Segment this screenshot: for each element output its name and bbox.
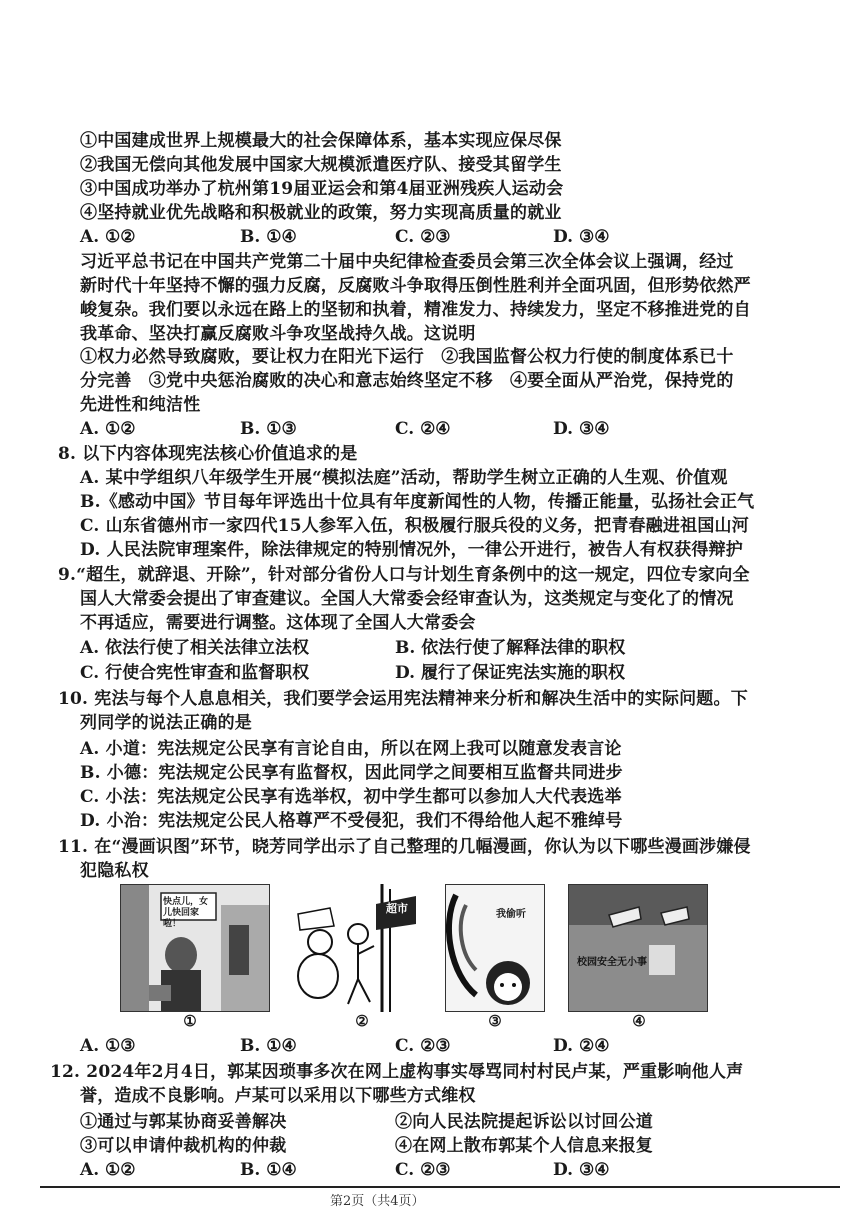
q10-option-b: B. 小德：宪法规定公民享有监督权，因此同学之间要相互监督共同进步: [80, 763, 623, 783]
q12-item-2: ②向人民法院提起诉讼以讨回公道: [395, 1112, 653, 1132]
cartoon-2-sign: 超市: [386, 902, 408, 915]
q6-option-d: D. ③④: [553, 227, 610, 247]
q12-item-3: ③可以申请仲裁机构的仲裁: [80, 1136, 287, 1156]
q12-option-d: D. ③④: [553, 1160, 610, 1180]
cartoon-4-illustration: [569, 885, 708, 1012]
q11-option-a: A. ①③: [80, 1036, 136, 1056]
q11-option-d: D. ②④: [553, 1036, 610, 1056]
q7-line-6: 分完善 ③党中央惩治腐败的决心和意志始终坚定不移 ④要全面从严治党，保持党的: [80, 371, 734, 391]
cartoon-1-caption: ①: [183, 1012, 197, 1030]
cartoon-4-wall-text: 校园安全无小事: [577, 957, 647, 968]
cartoon-4: [568, 884, 708, 1012]
q6-item-2: ②我国无偿向其他发展中国家大规模派遣医疗队、接受其留学生: [80, 155, 562, 175]
q9-option-a: A. 依法行使了相关法律立法权: [80, 638, 310, 658]
q9-line-2: 国人大常委会提出了审查建议。全国人大常委会经审查认为，这类规定与变化了的情况: [80, 589, 734, 609]
cartoon-2-caption: ②: [355, 1012, 369, 1030]
q12-option-a: A. ①②: [80, 1160, 136, 1180]
cartoon-3-caption: ③: [488, 1012, 502, 1030]
q6-item-1: ①中国建成世界上规模最大的社会保障体系，基本实现应保尽保: [80, 131, 562, 151]
q7-line-5: ①权力必然导致腐败，要让权力在阳光下运行 ②我国监督公权力行使的制度体系已十: [80, 347, 734, 367]
q12-line-1: 12. 2024年2月4日，郭某因琐事多次在网上虚构事实辱骂同村村民卢某，严重影响他人声: [50, 1062, 744, 1082]
q10-option-d: D. 小治：宪法规定公民人格尊严不受侵犯，我们不得给他人起不雅绰号: [80, 811, 623, 831]
q12-item-4: ④在网上散布郭某个人信息来报复: [395, 1136, 653, 1156]
q8-option-d: D. 人民法院审理案件，除法律规定的特别情况外，一律公开进行，被告人有权获得辩护: [80, 540, 743, 560]
q6-option-c: C. ②③: [395, 227, 451, 247]
q7-line-2: 新时代十年坚持不懈的强力反腐，反腐败斗争取得压倒性胜利并全面巩固，但形势依然严: [80, 276, 751, 296]
q9-line-1: 9.“超生，就辞退、开除”，针对部分省份人口与计划生育条例中的这一规定，四位专家向全: [58, 565, 750, 585]
q7-line-3: 峻复杂。我们要以永远在路上的坚韧和执着，精准发力、持续发力，坚定不移推进党的自: [80, 300, 751, 320]
cartoon-2-illustration: [290, 884, 430, 1012]
q8-option-b: B.《感动中国》节目每年评选出十位具有年度新闻性的人物，传播正能量，弘扬社会正气: [80, 492, 755, 512]
q8-stem: 8. 以下内容体现宪法核心价值追求的是: [58, 444, 358, 464]
q11-line-2: 犯隐私权: [80, 861, 149, 881]
q10-option-a: A. 小道：宪法规定公民享有言论自由，所以在网上我可以随意发表言论: [80, 739, 622, 759]
q7-option-d: D. ③④: [553, 419, 610, 439]
page-bottom-rule: [40, 1186, 840, 1188]
cartoon-1-speech: 快点儿，女儿快回家啦！: [163, 897, 209, 929]
q6-item-4: ④坚持就业优先战略和积极就业的政策，努力实现高质量的就业: [80, 203, 562, 223]
q7-line-1: 习近平总书记在中国共产党第二十届中央纪律检查委员会第三次全体会议上强调，经过: [80, 252, 734, 272]
q10-option-c: C. 小法：宪法规定公民享有选举权，初中学生都可以参加人大代表选举: [80, 787, 622, 807]
q7-line-7: 先进性和纯洁性: [80, 395, 201, 415]
q7-option-b: B. ①③: [240, 419, 297, 439]
q12-line-2: 誉，造成不良影响。卢某可以采用以下哪些方式维权: [80, 1086, 476, 1106]
q12-item-1: ①通过与郭某协商妥善解决: [80, 1112, 287, 1132]
q8-option-a: A. 某中学组织八年级学生开展“模拟法庭”活动，帮助学生树立正确的人生观、价值观: [80, 468, 728, 488]
q10-line-1: 10. 宪法与每个人息息相关，我们要学会运用宪法精神来分析和解决生活中的实际问题。下: [58, 689, 748, 709]
q8-option-c: C. 山东省德州市一家四代15人参军入伍，积极履行服兵役的义务，把青春融进祖国山河: [80, 516, 749, 536]
q9-option-d: D. 履行了保证宪法实施的职权: [395, 663, 625, 683]
cartoon-3: [445, 884, 545, 1012]
q6-option-a: A. ①②: [80, 227, 136, 247]
q11-option-c: C. ②③: [395, 1036, 451, 1056]
q12-option-b: B. ①④: [240, 1160, 297, 1180]
q12-option-c: C. ②③: [395, 1160, 451, 1180]
q11-line-1: 11. 在“漫画识图”环节，晓芳同学出示了自己整理的几幅漫画，你认为以下哪些漫画涉嫌侵: [58, 837, 751, 857]
cartoon-4-caption: ④: [632, 1012, 646, 1030]
cartoon-1: [120, 884, 270, 1012]
cartoon-2: [290, 884, 430, 1012]
cartoon-3-speech: 我偷听: [496, 909, 526, 920]
q7-option-c: C. ②④: [395, 419, 451, 439]
q7-line-4: 我革命、坚决打赢反腐败斗争攻坚战持久战。这说明: [80, 324, 476, 344]
q10-line-2: 列同学的说法正确的是: [80, 713, 252, 733]
q6-item-3: ③中国成功举办了杭州第19届亚运会和第4届亚洲残疾人运动会: [80, 179, 564, 199]
page-footer: 第2页（共4页）: [330, 1194, 425, 1209]
q11-option-b: B. ①④: [240, 1036, 297, 1056]
q7-option-a: A. ①②: [80, 419, 136, 439]
q6-option-b: B. ①④: [240, 227, 297, 247]
q9-option-b: B. 依法行使了解释法律的职权: [395, 638, 626, 658]
q9-option-c: C. 行使合宪性审查和监督职权: [80, 663, 310, 683]
q9-line-3: 不再适应，需要进行调整。这体现了全国人大常委会: [80, 613, 476, 633]
